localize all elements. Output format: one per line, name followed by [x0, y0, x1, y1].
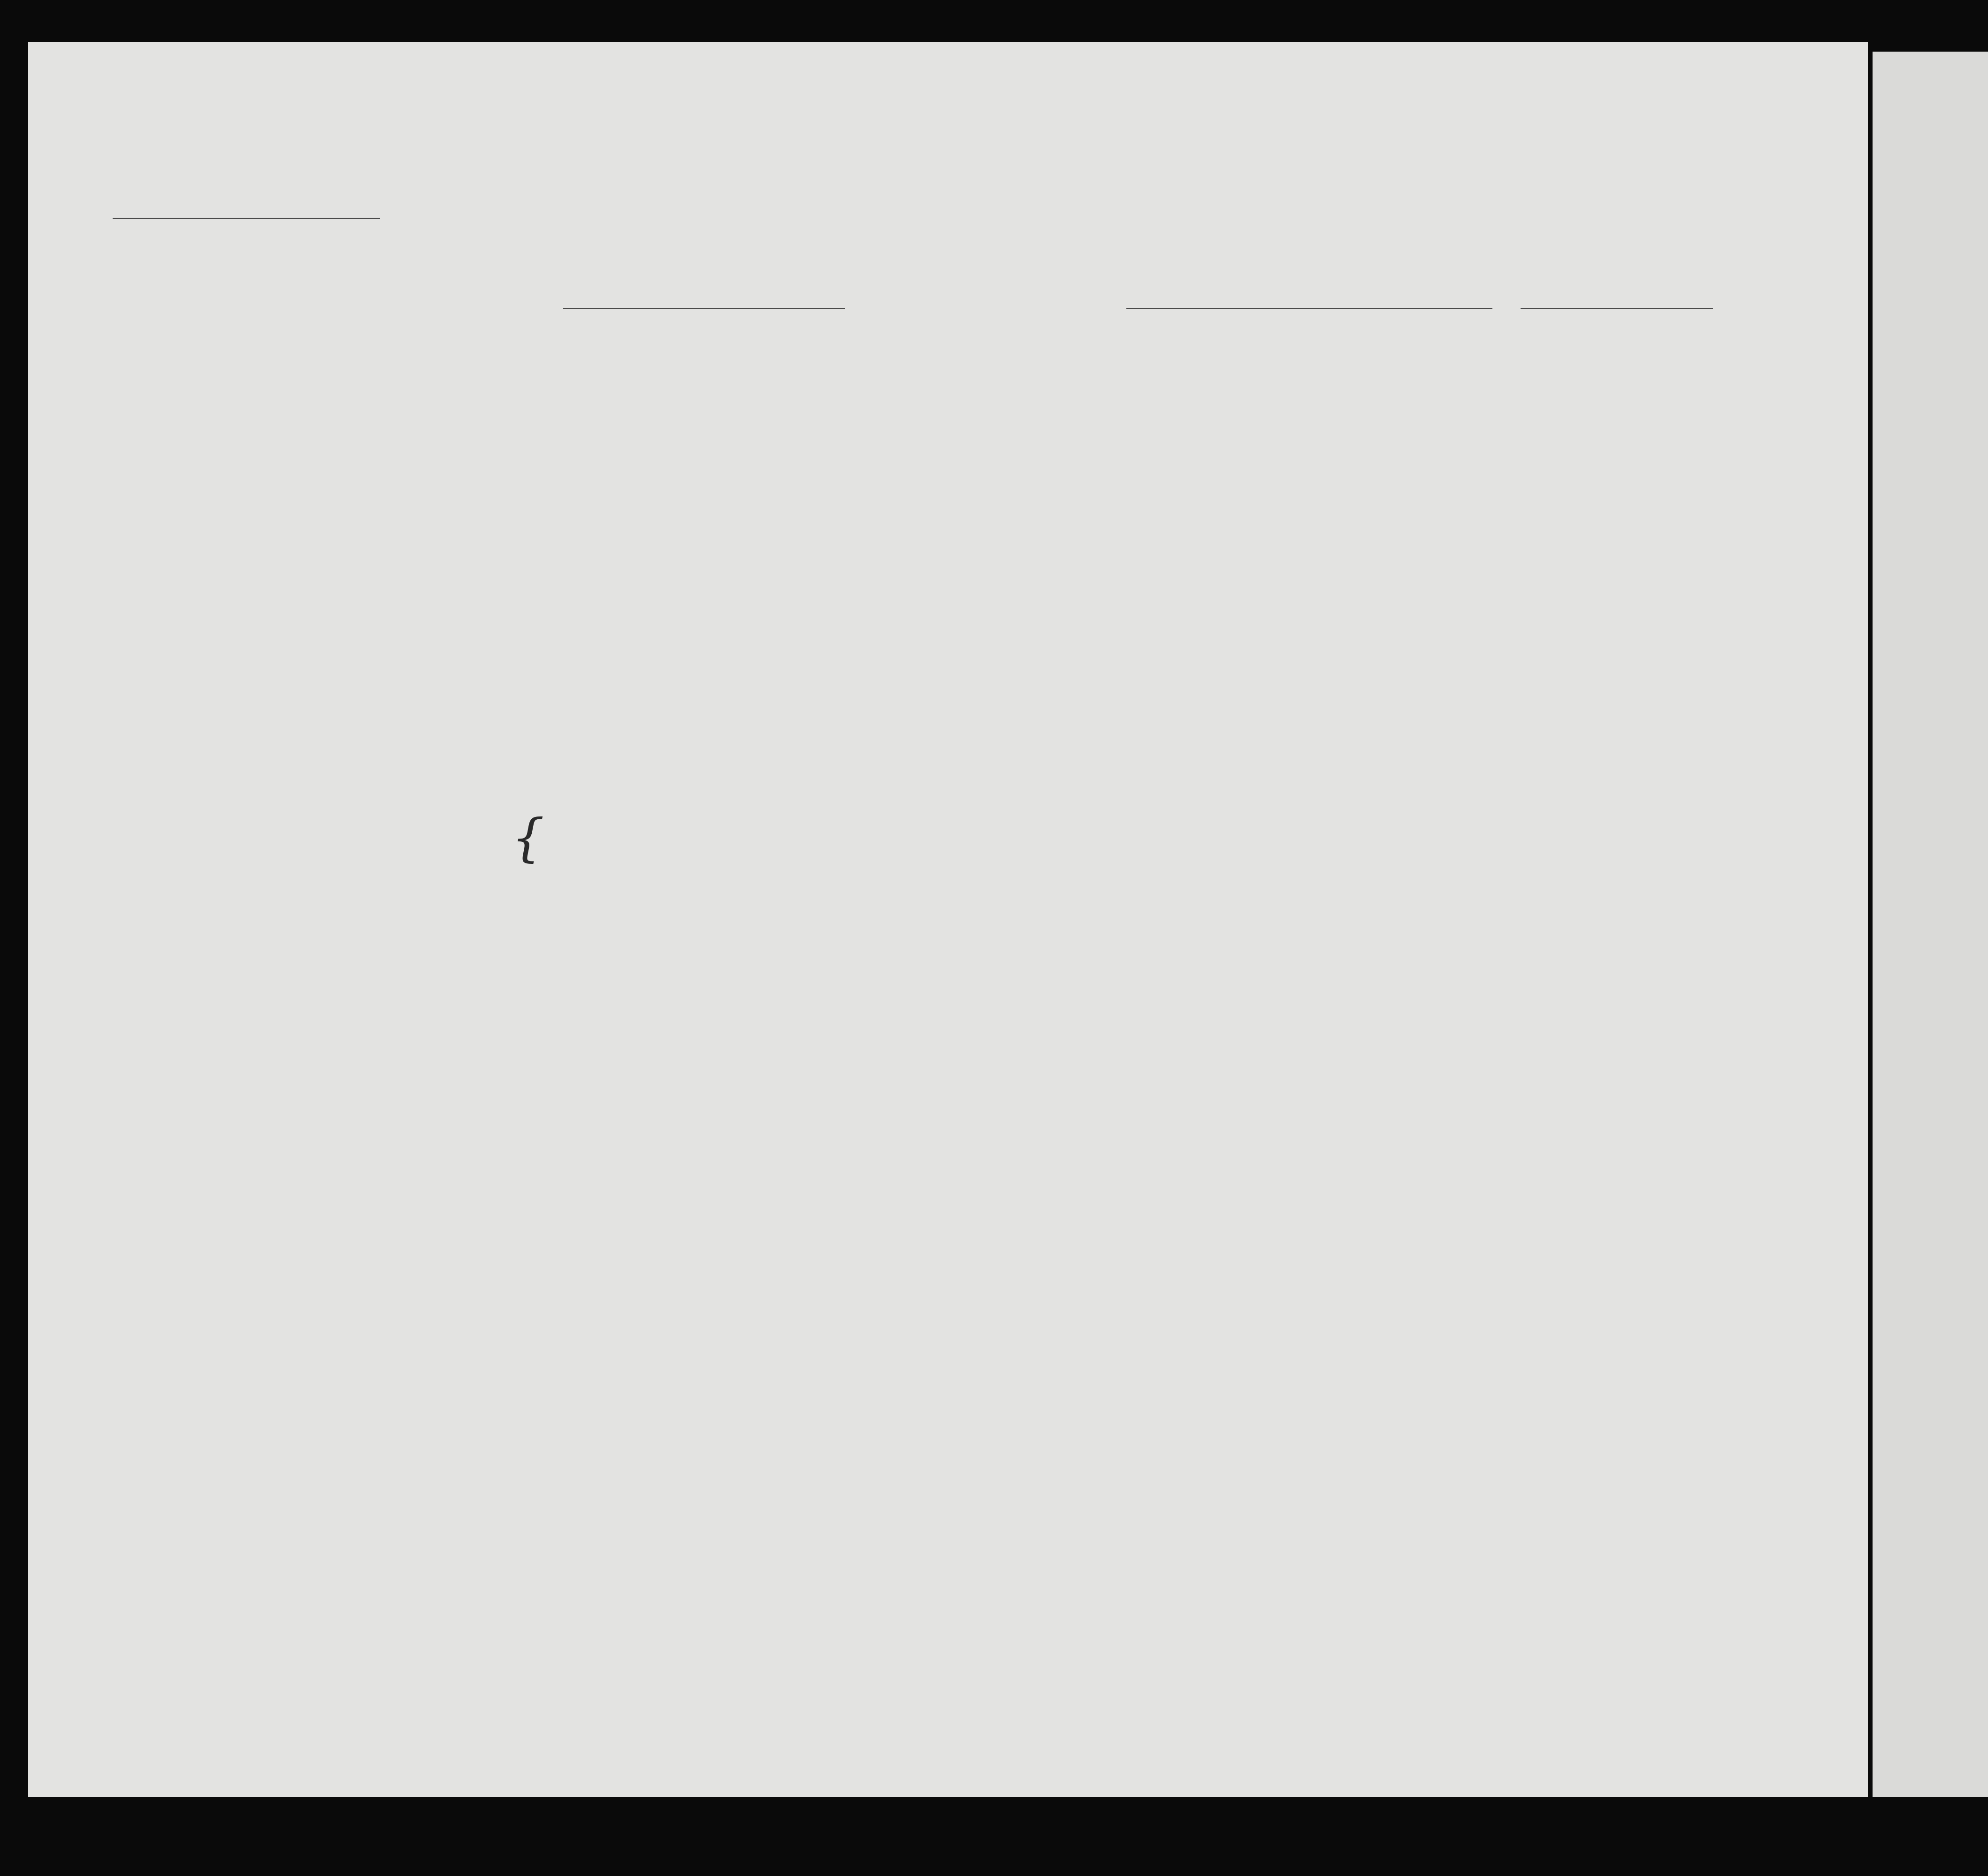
adjacent-sheet: [1873, 52, 1988, 1797]
manifest-sheet: [28, 42, 1868, 1797]
date-underline: [1521, 308, 1713, 309]
list-underline: [113, 218, 380, 219]
ship-underline: [563, 308, 845, 309]
port-underline: [1126, 308, 1492, 309]
hand-brace: {: [512, 808, 544, 868]
